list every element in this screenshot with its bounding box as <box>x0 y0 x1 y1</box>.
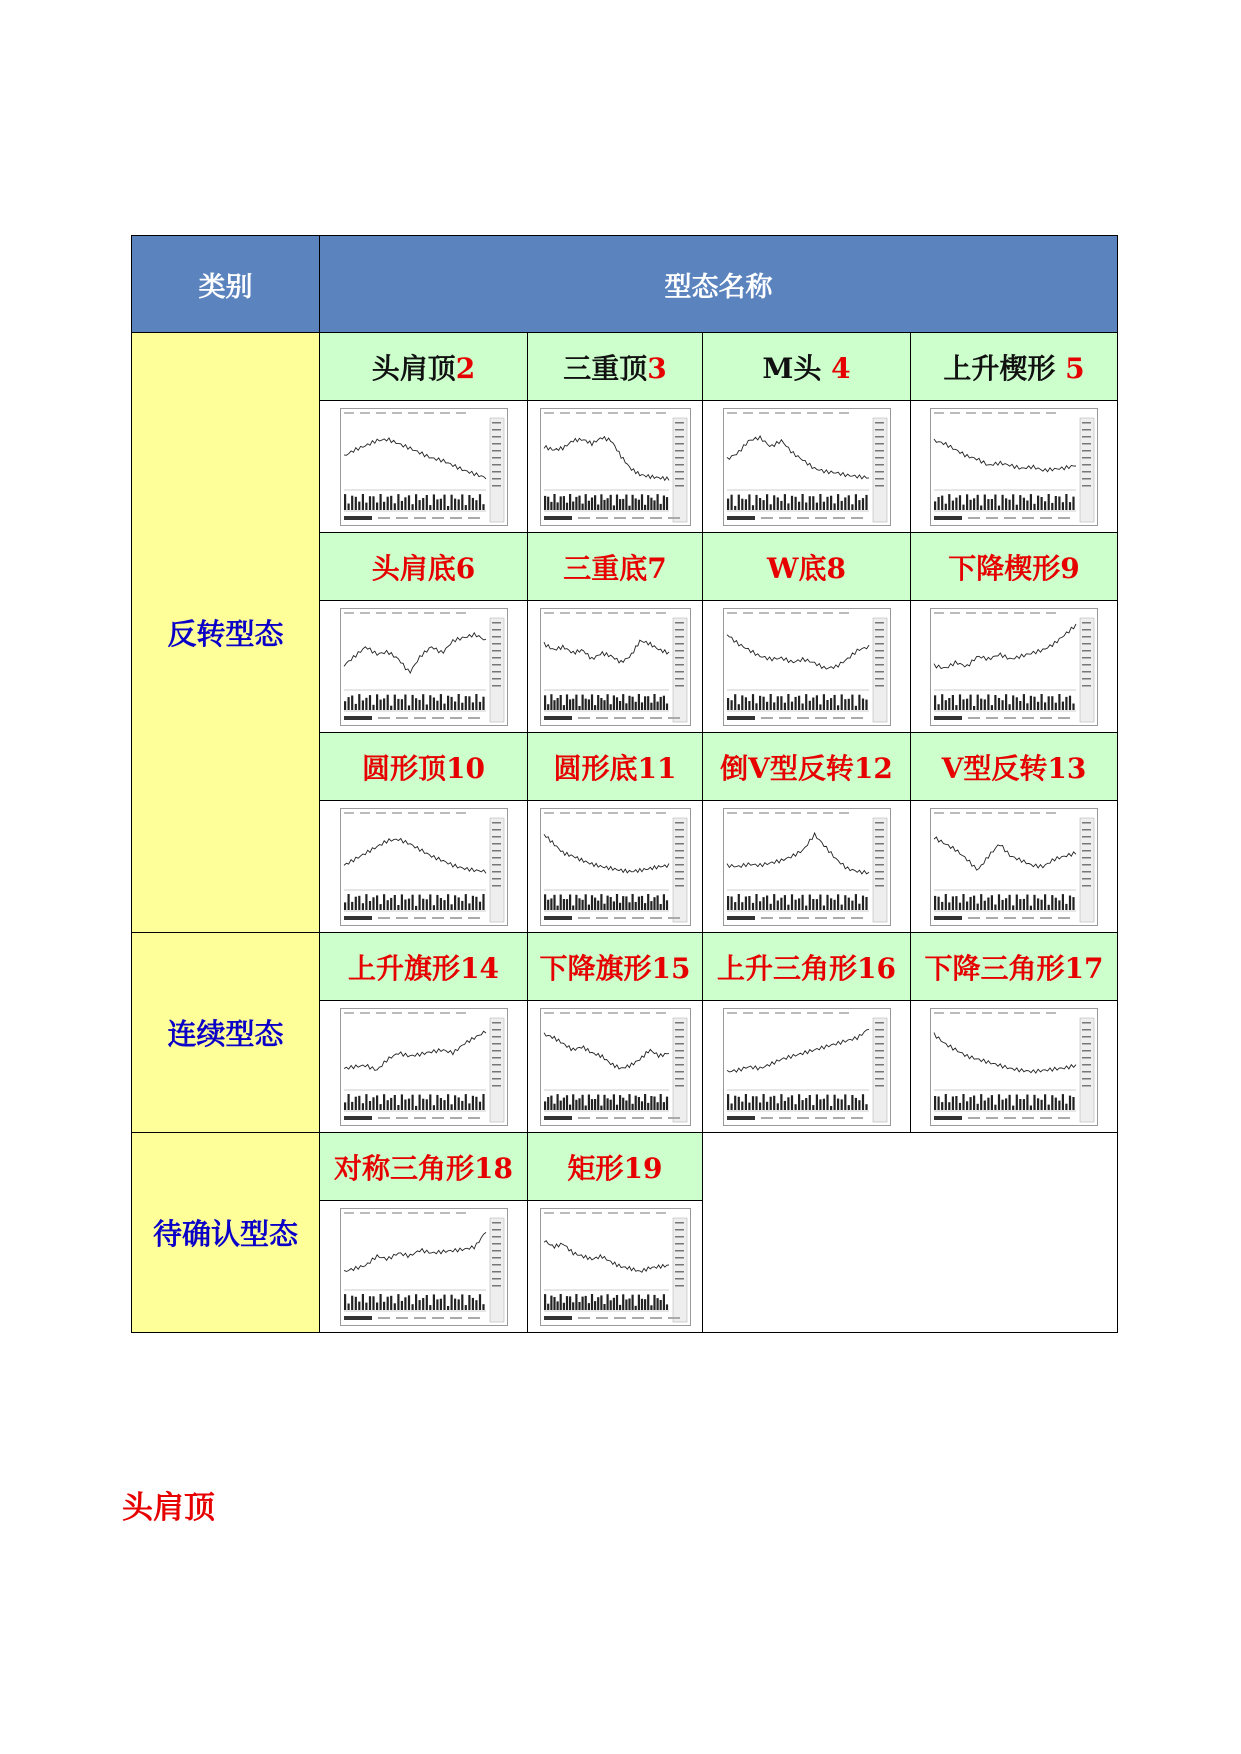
ascending-triangle-chart-icon <box>703 1008 910 1126</box>
pattern-number: 2 <box>455 351 476 385</box>
pattern-name: 头肩底6 <box>371 551 476 585</box>
pattern-name: V型反转13 <box>941 751 1087 785</box>
pattern-name-cell <box>911 733 1118 801</box>
section-title: 头肩顶 <box>122 1490 215 1526</box>
name-row <box>132 1133 1118 1201</box>
pattern-name-cell <box>528 1133 703 1201</box>
pattern-thumbnail-cell <box>320 1001 528 1133</box>
pattern-thumbnail-cell <box>911 1001 1118 1133</box>
falling-flag-chart-icon <box>528 1008 702 1126</box>
category-cell: 反转型态 <box>132 333 320 933</box>
pattern-name: 圆形底11 <box>553 751 677 785</box>
empty-cell <box>703 1133 1118 1333</box>
descending-triangle-chart-icon <box>911 1008 1117 1126</box>
pattern-name: 三重顶 <box>563 351 648 385</box>
triple-top-chart-icon <box>528 408 702 526</box>
pattern-thumbnail-cell <box>320 1201 528 1333</box>
pattern-number: 3 <box>647 351 667 385</box>
pattern-name: 下降三角形17 <box>924 951 1104 985</box>
pattern-name-cell <box>703 333 911 401</box>
rounded-top-chart-icon <box>320 808 527 926</box>
name-row <box>132 933 1118 1001</box>
v-reversal-chart-icon <box>911 808 1117 926</box>
rectangle-chart-icon <box>528 1208 702 1326</box>
head-shoulders-top-chart-icon <box>320 408 527 526</box>
pattern-thumbnail-cell <box>528 401 703 533</box>
head-shoulders-bottom-chart-icon <box>320 608 527 726</box>
rising-wedge-chart-icon <box>911 408 1117 526</box>
pattern-thumbnail-cell <box>703 801 911 933</box>
pattern-thumbnail-cell <box>320 401 528 533</box>
pattern-name: 圆形顶10 <box>362 751 485 785</box>
pattern-name-cell <box>911 333 1118 401</box>
pattern-thumbnail-cell <box>528 801 703 933</box>
pattern-thumbnail-cell <box>703 601 911 733</box>
m-head-chart-icon <box>703 408 910 526</box>
pattern-name-cell <box>703 933 911 1001</box>
pattern-name: W底8 <box>767 551 846 585</box>
pattern-name-cell <box>703 733 911 801</box>
pattern-name-cell <box>320 733 528 801</box>
pattern-thumbnail-cell <box>528 601 703 733</box>
inverted-v-reversal-chart-icon <box>703 808 910 926</box>
pattern-name: M头 <box>762 351 832 385</box>
rounded-bottom-chart-icon <box>528 808 702 926</box>
pattern-name: 三重底7 <box>563 551 667 585</box>
falling-wedge-chart-icon <box>911 608 1117 726</box>
pattern-name-cell <box>320 533 528 601</box>
pattern-thumbnail-cell <box>703 1001 911 1133</box>
w-bottom-chart-icon <box>703 608 910 726</box>
pattern-name: 上升旗形14 <box>348 951 499 985</box>
pattern-name-cell <box>528 333 703 401</box>
header-pattern-names: 型态名称 <box>320 236 1118 333</box>
pattern-number: 4 <box>831 351 851 385</box>
pattern-thumbnail-cell <box>911 801 1118 933</box>
header-category: 类别 <box>132 236 320 333</box>
pattern-name-cell <box>320 333 528 401</box>
pattern-name: 下降楔形9 <box>948 551 1080 585</box>
pattern-thumbnail-cell <box>911 601 1118 733</box>
pattern-thumbnail-cell <box>320 601 528 733</box>
symmetric-triangle-chart-icon <box>320 1208 527 1326</box>
pattern-name: 头肩顶 <box>371 351 456 385</box>
pattern-name-cell <box>528 533 703 601</box>
pattern-name: 对称三角形18 <box>334 1151 513 1185</box>
name-row <box>132 333 1118 401</box>
pattern-thumbnail-cell <box>703 401 911 533</box>
pattern-name-cell <box>528 733 703 801</box>
pattern-name-cell <box>320 933 528 1001</box>
pattern-thumbnail-cell <box>320 801 528 933</box>
pattern-name: 矩形19 <box>567 1151 663 1185</box>
category-cell: 连续型态 <box>132 933 320 1133</box>
pattern-name-cell <box>911 533 1118 601</box>
pattern-name-cell <box>703 533 911 601</box>
pattern-thumbnail-cell <box>528 1201 703 1333</box>
triple-bottom-chart-icon <box>528 608 702 726</box>
pattern-name-cell <box>320 1133 528 1201</box>
pattern-thumbnail-cell <box>911 401 1118 533</box>
rising-flag-chart-icon <box>320 1008 527 1126</box>
header-row <box>132 236 1118 333</box>
pattern-name: 倒V型反转12 <box>720 751 893 785</box>
pattern-name-cell <box>911 933 1118 1001</box>
pattern-number: 5 <box>1065 351 1085 385</box>
category-cell: 待确认型态 <box>132 1133 320 1333</box>
pattern-name-cell <box>528 933 703 1001</box>
pattern-name: 下降旗形15 <box>539 951 691 985</box>
pattern-table <box>131 235 1118 1333</box>
pattern-thumbnail-cell <box>528 1001 703 1133</box>
pattern-name: 上升三角形16 <box>717 951 896 985</box>
pattern-name: 上升楔形 <box>943 351 1066 385</box>
